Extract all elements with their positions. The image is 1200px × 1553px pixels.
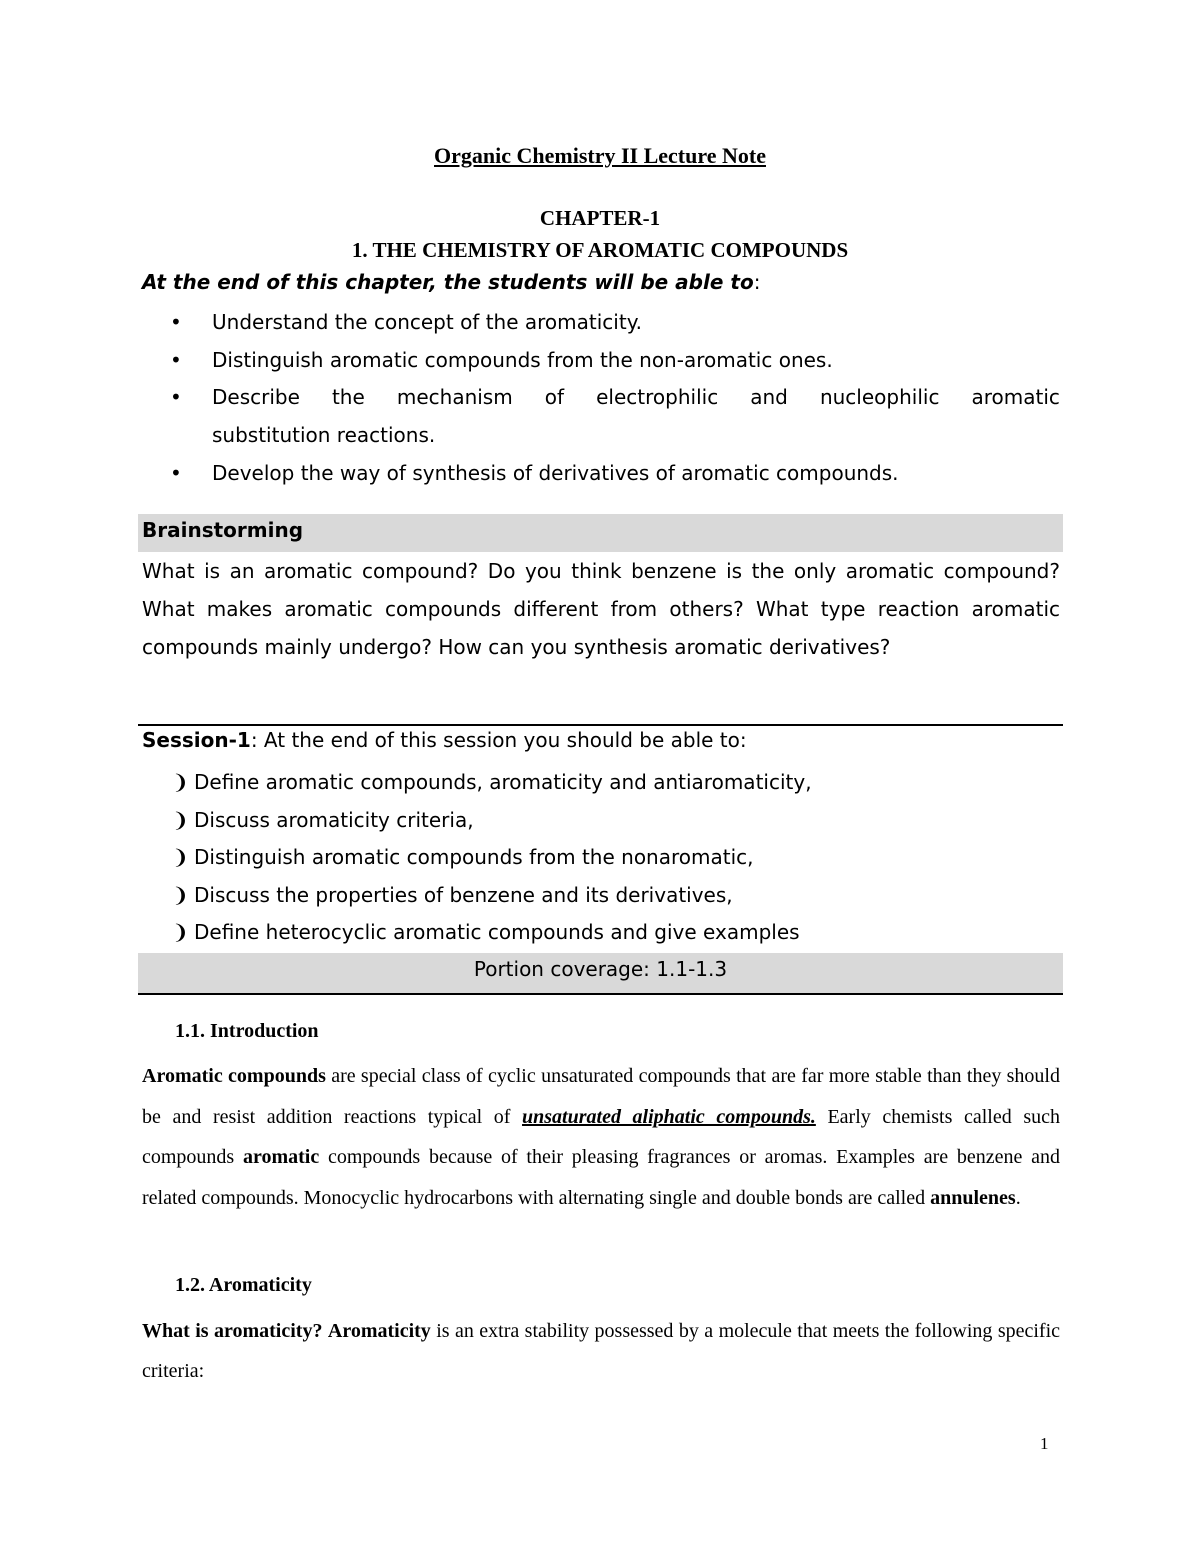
- bullet-icon: •: [170, 460, 182, 485]
- objective-word: Describe: [212, 385, 300, 410]
- page-number: 1: [1040, 1434, 1049, 1453]
- objective-word: and: [750, 385, 788, 410]
- session-intro: : At the end of this session you should be able to:: [250, 728, 747, 752]
- objectives-list: [142, 304, 1060, 493]
- session-item-text: Discuss aromaticity criteria,: [194, 807, 474, 832]
- session-top-rule: [138, 724, 1063, 726]
- brainstorm-title: Brainstorming: [142, 518, 304, 542]
- objective-word: the: [331, 385, 365, 410]
- objective-item: [142, 304, 1060, 342]
- aromaticity-question: What is aromaticity?: [142, 1320, 323, 1342]
- objective-text-line1: [212, 379, 1060, 417]
- objective-text: Distinguish aromatic compounds from the non-aromatic ones.: [212, 347, 833, 372]
- term-aromatic-compounds: Aromatic compounds: [142, 1065, 326, 1087]
- intro-text: Early chemists called such compounds: [142, 1105, 1060, 1169]
- session-item-text: Distinguish aromatic compounds from the nonaromatic,: [194, 845, 754, 870]
- aromaticity-paragraph: [142, 1311, 1060, 1391]
- objective-word: aromatic: [971, 385, 1060, 410]
- arrow-bullet-icon: ❩: [172, 920, 189, 945]
- session-item: [172, 764, 1052, 802]
- objectives-intro-colon: :: [753, 270, 761, 294]
- objective-item: [142, 379, 1060, 454]
- bullet-icon: •: [170, 385, 182, 410]
- arrow-bullet-icon: ❩: [172, 882, 189, 907]
- session-item-text: Define aromatic compounds, aromaticity and antiaromaticity,: [194, 770, 812, 794]
- section-heading-introduction: 1.1. Introduction: [175, 1020, 319, 1042]
- term-aromaticity: Aromaticity: [327, 1320, 431, 1342]
- objective-item: [142, 455, 1060, 493]
- arrow-bullet-icon: ❩: [172, 845, 189, 870]
- objective-word: mechanism: [396, 385, 513, 410]
- intro-text: compounds because of their pleasing fragrances or aromas. Examples are benzene and related compounds. Monocyclic hydrocarbons with alternating single and double bonds are called: [142, 1146, 1060, 1210]
- objectives-intro: [142, 270, 760, 294]
- chapter-label: CHAPTER-1: [539, 206, 661, 230]
- brainstorm-text: What is an aromatic compound? Do you think benzene is the only aromatic compound? What makes aromatic compounds different from others? What type reaction aromatic compounds mainly undergo? How can you synthesis aromatic derivatives?: [142, 559, 1060, 660]
- aromaticity-text: is an extra stability possessed by a molecule that meets the following specific criteria:: [142, 1320, 1061, 1382]
- objective-text: Develop the way of synthesis of derivatives of aromatic compounds.: [212, 460, 899, 485]
- session-item: [172, 839, 1052, 877]
- intro-text: .: [1015, 1187, 1021, 1210]
- arrow-bullet-icon: ❩: [172, 770, 189, 794]
- session-bottom-rule: [138, 993, 1063, 995]
- portion-coverage: Portion coverage: 1.1-1.3: [473, 957, 728, 981]
- term-annulenes: annulenes: [930, 1187, 1016, 1210]
- objectives-intro-text: At the end of this chapter, the students will be able to: [142, 270, 754, 294]
- objective-word: electrophilic: [596, 385, 719, 410]
- arrow-bullet-icon: ❩: [172, 807, 189, 832]
- chapter-heading: 1. THE CHEMISTRY OF AROMATIC COMPOUNDS: [351, 238, 849, 262]
- document-title: Organic Chemistry II Lecture Note: [434, 143, 766, 168]
- session-header: [142, 728, 747, 752]
- bullet-icon: •: [170, 310, 182, 334]
- objective-text: Understand the concept of the aromaticity.: [212, 310, 643, 334]
- section-heading-aromaticity: 1.2. Aromaticity: [175, 1274, 312, 1296]
- objective-item: [142, 342, 1060, 380]
- session-objectives-list: [172, 764, 1052, 952]
- session-item: [172, 877, 1052, 915]
- bullet-icon: •: [170, 347, 182, 372]
- introduction-paragraph: [142, 1056, 1060, 1219]
- emphasis-unsaturated-aliphatic: unsaturated aliphatic compounds.: [522, 1105, 816, 1128]
- term-aromatic: aromatic: [242, 1146, 320, 1169]
- objective-word: nucleophilic: [819, 385, 940, 410]
- objective-text-line2: substitution reactions.: [212, 423, 436, 448]
- intro-text: are special class of cyclic unsaturated compounds that are far more stable than they should be and resist addition reactions typical of: [142, 1065, 1060, 1128]
- session-item: [172, 914, 1052, 952]
- session-item-text: Discuss the properties of benzene and its derivatives,: [194, 882, 733, 907]
- objective-word: of: [544, 385, 565, 410]
- session-item: [172, 802, 1052, 840]
- session-label: Session-1: [142, 728, 251, 752]
- session-item-text: Define heterocyclic aromatic compounds and give examples: [194, 920, 800, 945]
